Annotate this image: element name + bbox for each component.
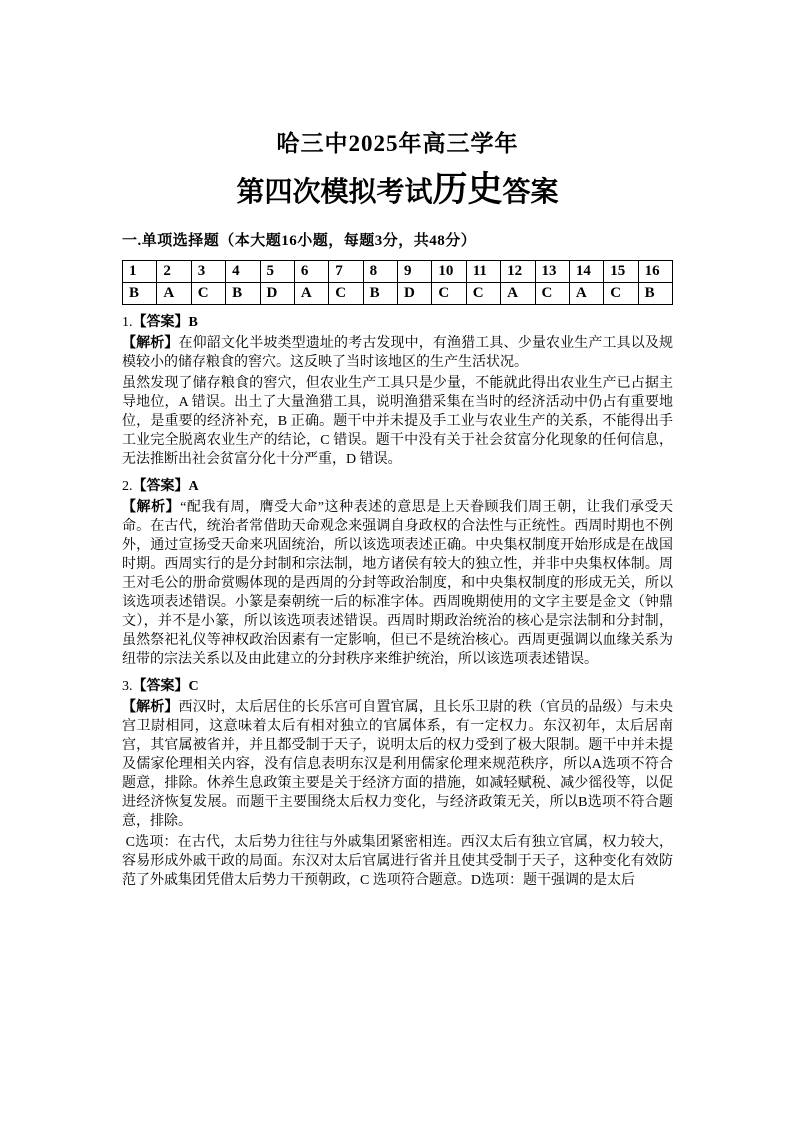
answer-letter-cell: C bbox=[466, 282, 500, 304]
paragraph-text: 西汉时，太后居住的长乐宫可自置官属，且长乐卫尉的秩（官员的品级）与未央宫卫尉相同，这意味着太后有相对独立的官属体系，有一定权力。东汉初年，太后居南宫，其官属被省并，并且都受制于天子，说明太后的权力受到了极大限制。题干中并未提及儒家伦理相关内容，没有信息表明东汉是利用儒家伦理来规范秩序，所以A选项不符合题意，排除。休养生息政策主要是关于经济方面的措施，如减轻赋税、减少徭役等，以促进经济恢复发展。而题干主要围绕太后权力变化，与经济政策无关，所以B选项不符合题意，排除。 bbox=[122, 699, 674, 829]
answer-letter-cell: C bbox=[432, 282, 466, 304]
item-number: 1. bbox=[122, 314, 133, 330]
question-number-cell: 13 bbox=[535, 260, 569, 282]
question-number-cell: 4 bbox=[226, 260, 260, 282]
question-number-cell: 1 bbox=[123, 260, 157, 282]
answer-letter-cell: C bbox=[604, 282, 638, 304]
answer-line bbox=[122, 313, 673, 332]
answer-letter-cell: B bbox=[226, 282, 260, 304]
item-answer-label: 【答案】A bbox=[132, 478, 199, 494]
question-number-cell: 14 bbox=[569, 260, 603, 282]
question-number-row bbox=[123, 260, 673, 282]
answer-letter-cell: A bbox=[569, 282, 603, 304]
explanation-paragraph bbox=[122, 334, 673, 372]
answer-line bbox=[122, 477, 673, 496]
explanation-paragraph bbox=[122, 698, 673, 831]
answer-table bbox=[122, 260, 673, 305]
document-title: 哈三中2025年高三学年 bbox=[276, 131, 519, 156]
explanation-item bbox=[122, 477, 673, 669]
answer-letter-cell: D bbox=[260, 282, 294, 304]
answer-letter-cell: A bbox=[157, 282, 191, 304]
item-number: 2. bbox=[122, 478, 133, 494]
answer-letter-cell: C bbox=[535, 282, 569, 304]
item-number: 3. bbox=[122, 678, 133, 694]
jiexi-label: 【解析】 bbox=[122, 699, 179, 715]
question-number-cell: 2 bbox=[157, 260, 191, 282]
paragraph-text: “配我有周，膺受大命”这种表述的意思是上天眷顾我们周王朝，让我们承受天命。在古代，统治者常借助天命观念来强调自身政权的合法性与正统性。西周时期也不例外，通过宣扬受天命来巩固统治，所以该选项表述正确。中央集权制度开始形成是在战国时期。西周实行的是分封制和宗法制，地方诸侯有较大的独立性，并非中央集权体制。周王对毛公的册命赏赐体现的是西周的分封等政治制度，和中央集权制度的形成无关，所以该选项表述错误。小篆是秦朝统一后的标准字体。西周晚期使用的文字主要是金文（钟鼎文），并不是小篆，所以该选项表述错误。西周时期政治统治的核心是宗法制和分封制，虽然祭祀礼仪等神权政治因素有一定影响，但已不是统治核心。西周更强调以血缘关系为纽带的宗法关系以及由此建立的分封秩序来维护统治，所以该选项表述错误。 bbox=[122, 499, 673, 667]
explanation-paragraph: C选项：在古代，太后势力往往与外戚集团紧密相连。西汉太后有独立官属，权力较大，容易形成外戚干政的局面。东汉对太后官属进行省并且使其受制于天子，这种变化有效防范了外戚集团凭借太后势力干预朝政，C 选项符合题意。D选项：题干强调的是太后 bbox=[122, 834, 674, 888]
answer-letter-cell: C bbox=[329, 282, 363, 304]
section-heading: 一.单项选择题（本大题16小题，每题3分，共48分） bbox=[122, 232, 477, 249]
answer-line bbox=[122, 677, 673, 696]
explanation-paragraph bbox=[122, 498, 673, 669]
answer-letter-cell: A bbox=[501, 282, 535, 304]
answer-letter-cell: A bbox=[294, 282, 328, 304]
document-subtitle bbox=[122, 169, 673, 211]
subtitle-subject: 历史 bbox=[432, 169, 503, 209]
explanation-item bbox=[122, 677, 673, 890]
question-number-cell: 12 bbox=[501, 260, 535, 282]
subtitle-suffix: 答案 bbox=[502, 176, 559, 208]
paragraph-text: 在仰韶文化半坡类型遗址的考古发现中，有渔猎工具、少量农业生产工具以及规模较小的储存粮食的窖穴。这反映了当时该地区的生产生活状况。 bbox=[122, 335, 674, 370]
question-number-cell: 16 bbox=[638, 260, 672, 282]
question-number-cell: 11 bbox=[466, 260, 500, 282]
question-number-cell: 6 bbox=[294, 260, 328, 282]
answer-letter-row bbox=[123, 282, 673, 304]
question-number-cell: 10 bbox=[432, 260, 466, 282]
explanation-list bbox=[122, 313, 673, 890]
question-number-cell: 8 bbox=[363, 260, 397, 282]
item-answer-label: 【答案】B bbox=[132, 314, 198, 330]
explanation-paragraph: 虽然发现了储存粮食的窖穴，但农业生产工具只是少量，不能就此得出农业生产已占据主导地位，A 错误。出土了大量渔猎工具，说明渔猎采集在当时的经济活动中仍占有重要地位，是重要的经济补充，B 正确。题干中并未提及手工业与农业生产的关系，不能得出手工业完全脱离农业生产的结论，C 错误。题干中没有关于社会贫富分化现象的任何信息，无法推断出社会贫富分化十分严重，D 错误。 bbox=[122, 375, 673, 467]
answer-letter-cell: B bbox=[363, 282, 397, 304]
question-number-cell: 9 bbox=[398, 260, 432, 282]
answer-letter-cell: B bbox=[638, 282, 672, 304]
subtitle-prefix: 第四次模拟考试 bbox=[236, 176, 433, 208]
item-answer-label: 【答案】C bbox=[132, 678, 199, 694]
question-number-cell: 3 bbox=[191, 260, 225, 282]
jiexi-label: 【解析】 bbox=[122, 335, 179, 351]
answer-letter-cell: D bbox=[398, 282, 432, 304]
answer-letter-cell: B bbox=[123, 282, 157, 304]
answer-letter-cell: C bbox=[191, 282, 225, 304]
question-number-cell: 7 bbox=[329, 260, 363, 282]
explanation-item bbox=[122, 313, 673, 469]
question-number-cell: 15 bbox=[604, 260, 638, 282]
jiexi-label: 【解析】 bbox=[122, 499, 181, 515]
question-number-cell: 5 bbox=[260, 260, 294, 282]
